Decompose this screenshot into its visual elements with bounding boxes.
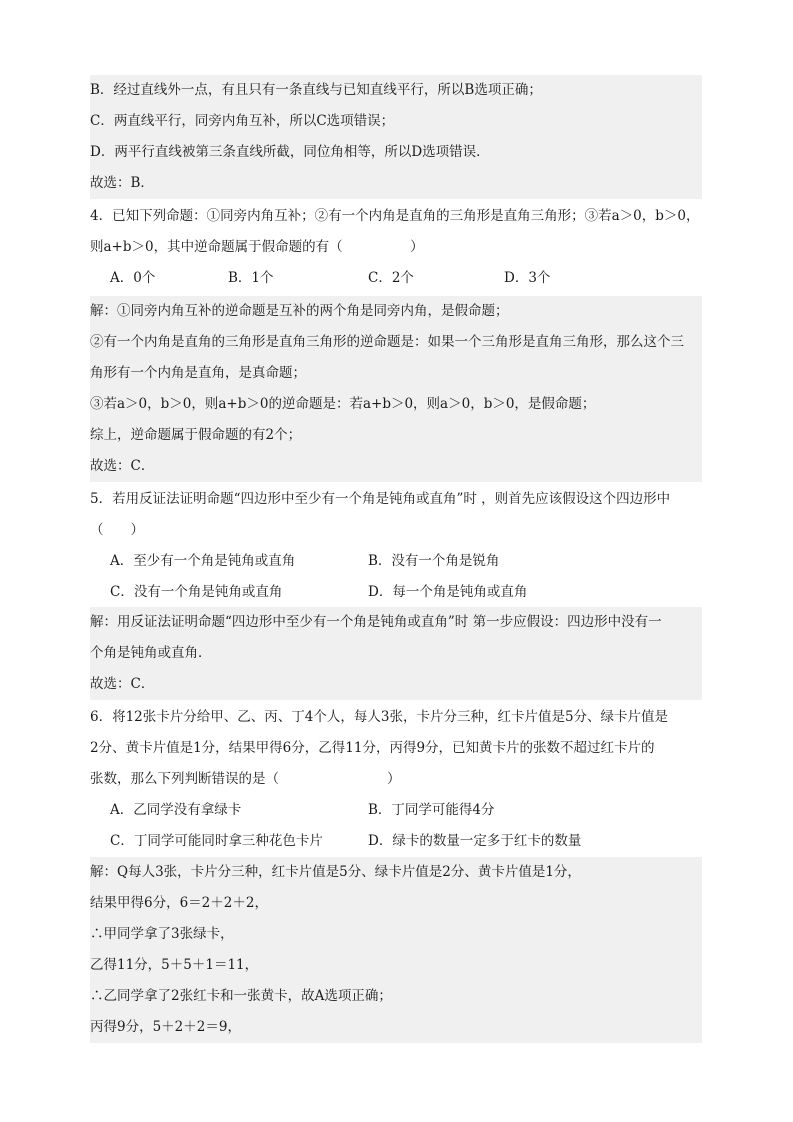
q6-solution-line-6: 丙得9分，5＋2＋2＝9， [90, 1012, 702, 1043]
q4-options [90, 263, 702, 294]
q5-solution-line-1: 解：用反证法证明命题“四边形中至少有一个角是钝角或直角”时 第一步应假设：四边形中没有一 [90, 607, 702, 638]
q5-stem-line-1: 5．若用反证法证明命题“四边形中至少有一个角是钝角或直角”时 ，则首先应该假设这个四边形中 [90, 491, 671, 507]
q5-option-a: A．至少有一个角是钝角或直角 [110, 553, 296, 569]
q5-solution-line-2: 个角是钝角或直角． [90, 638, 702, 669]
q6-solution-line-5: ∴乙同学拿了2张红卡和一张黄卡，故A选项正确； [90, 981, 702, 1012]
q3-option-b-explanation: B．经过直线外一点，有且只有一条直线与已知直线平行，所以B选项正确； [90, 75, 702, 106]
q3-option-d-explanation: D．两平行直线被第三条直线所截，同位角相等，所以D选项错误． [90, 137, 702, 168]
q5-answer: 故选：C． [90, 669, 702, 700]
q4-stem-line-1: 4．已知下列命题：①同旁内角互补；②有一个内角是直角的三角形是直角三角形；③若a＞0，b＞0， [90, 208, 700, 224]
q6-stem-line-3: 张数，那么下列判断错误的是（ ） [90, 771, 401, 787]
q6-options-row-1 [90, 795, 702, 826]
q5-option-b: B．没有一个角是锐角 [368, 553, 500, 569]
q5-stem-line-2: （ ） [90, 522, 144, 538]
q4-option-a: A．0个 [110, 270, 156, 286]
q5-options-row-1 [90, 546, 702, 577]
q5-options-row-2 [90, 577, 702, 608]
q6-solution-line-3: ∴甲同学拿了3张绿卡， [90, 919, 702, 950]
q4-option-c: C．2个 [368, 270, 414, 286]
q4-solution-line-3: 角形有一个内角是直角，是真命题； [90, 358, 702, 389]
q3-answer: 故选：B． [90, 168, 702, 199]
q5-option-d: D．每一个角是钝角或直角 [368, 584, 528, 600]
q6-option-a: A．乙同学没有拿绿卡 [110, 802, 242, 818]
q4-answer: 故选：C． [90, 451, 702, 482]
q4-solution-line-2: ②有一个内角是直角的三角形是直角三角形的逆命题是：如果一个三角形是直角三角形，那么这个三 [90, 327, 702, 358]
q4-solution-line-5: 综上，逆命题属于假命题的有2个； [90, 420, 702, 451]
q6-stem-line-2: 2分、黄卡片值是1分，结果甲得6分，乙得11分，丙得9分，已知黄卡片的张数不超过红卡片的 [90, 740, 655, 756]
q4-option-b: B．1个 [228, 270, 274, 286]
q3-option-c-explanation: C．两直线平行，同旁内角互补，所以C选项错误； [90, 106, 702, 137]
q6-solution-line-1: 解：Q每人3张，卡片分三种，红卡片值是5分、绿卡片值是2分、黄卡片值是1分， [90, 857, 702, 888]
q6-options-row-2 [90, 826, 702, 857]
q5-option-c: C．没有一个角是钝角或直角 [110, 584, 283, 600]
q6-stem-line-1: 6．将12张卡片分给甲、乙、丙、丁4个人，每人3张，卡片分三种，红卡片值是5分、绿卡片值是 [90, 709, 669, 725]
q6-option-b: B．丁同学可能得4分 [368, 802, 495, 818]
q6-option-d: D．绿卡的数量一定多于红卡的数量 [368, 833, 582, 849]
q4-solution-line-1: 解：①同旁内角互补的逆命题是互补的两个角是同旁内角，是假命题； [90, 296, 702, 327]
q4-solution-line-4: ③若a＞0，b＞0，则a+b＞0的逆命题是：若a+b＞0，则a＞0，b＞0，是假命题； [90, 389, 702, 420]
q4-stem-line-2: 则a+b＞0，其中逆命题属于假命题的有（ ） [90, 239, 424, 255]
q6-option-c: C．丁同学可能同时拿三种花色卡片 [110, 833, 323, 849]
q6-solution-line-2: 结果甲得6分，6＝2＋2＋2， [90, 888, 702, 919]
q4-option-d: D．3个 [504, 270, 551, 286]
q6-solution-line-4: 乙得11分，5＋5＋1＝11， [90, 950, 702, 981]
